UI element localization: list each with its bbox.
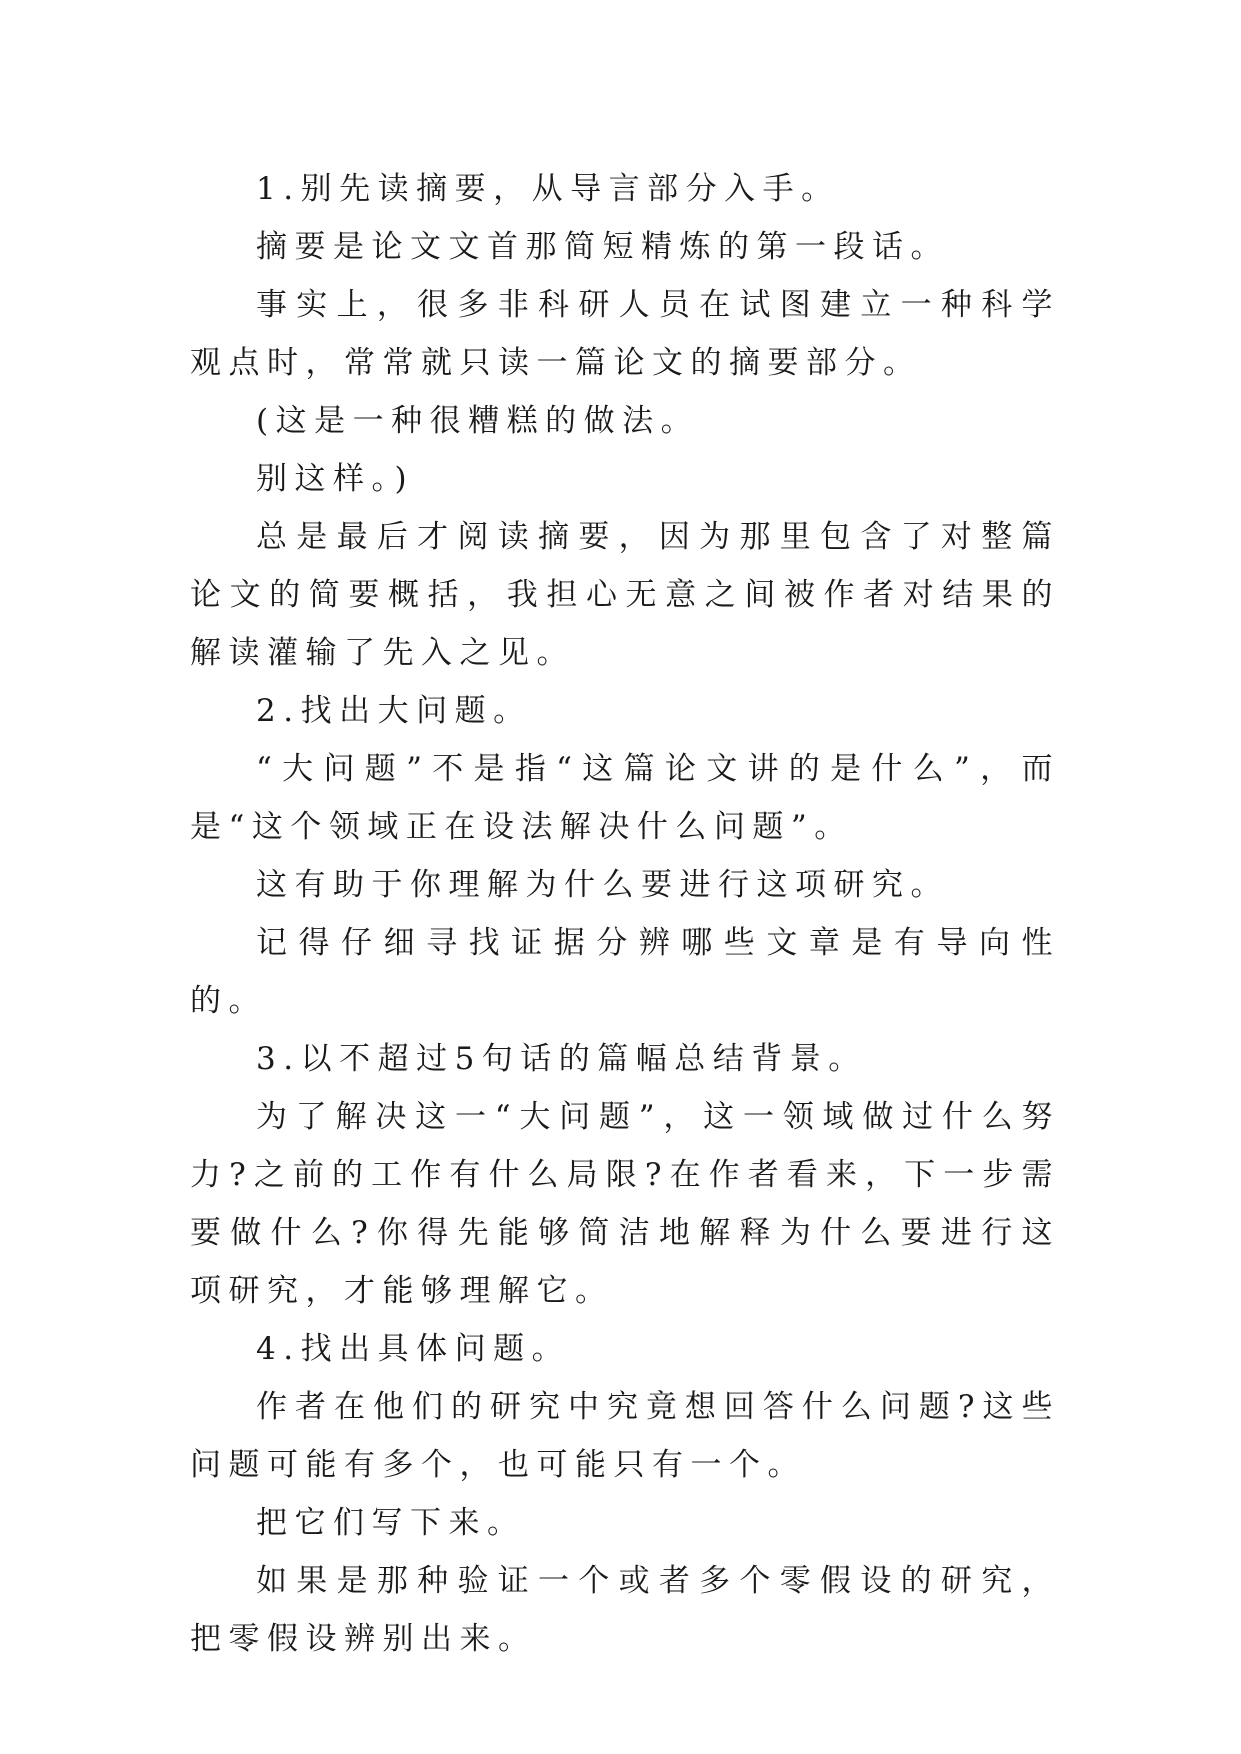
paragraph-7: 2.找出大问题。 (256, 693, 532, 729)
paragraph-8: “大问题”不是指“这篇论文讲的是什么”，而是“这个领域正在设法解决什么问题”。 (190, 751, 1060, 845)
paragraph-6: 总是最后才阅读摘要，因为那里包含了对整篇论文的简要概括，我担心无意之间被作者对结果的解读灌输了先入之见。 (190, 519, 1060, 671)
paragraph-11: 3.以不超过5句话的篇幅总结背景。 (256, 1041, 867, 1077)
paragraph-2: 摘要是论文文首那简短精炼的第一段话。 (256, 229, 949, 265)
paragraph-10: 记得仔细寻找证据分辨哪些文章是有导向性的。 (190, 925, 1060, 1019)
paragraph-14: 作者在他们的研究中究竟想回答什么问题?这些问题可能有多个，也可能只有一个。 (190, 1389, 1060, 1483)
document-body (190, 160, 1060, 1668)
paragraph-12: 为了解决这一“大问题”，这一领域做过什么努力?之前的工作有什么局限?在作者看来，下一步需要做什么?你得先能够简洁地解释为什么要进行这项研究，才能够理解它。 (190, 1099, 1060, 1309)
paragraph-9: 这有助于你理解为什么要进行这项研究。 (256, 867, 949, 903)
paragraph-5: 别这样。) (256, 461, 415, 497)
paragraph-3: 事实上，很多非科研人员在试图建立一种科学观点时，常常就只读一篇论文的摘要部分。 (190, 287, 1060, 381)
paragraph-15: 把它们写下来。 (256, 1505, 526, 1541)
paragraph-16: 如果是那种验证一个或者多个零假设的研究，把零假设辨别出来。 (190, 1563, 1060, 1657)
paragraph-13: 4.找出具体问题。 (256, 1331, 571, 1367)
paragraph-1: 1.别先读摘要，从导言部分入手。 (256, 171, 840, 207)
paragraph-4: (这是一种很糟糕的做法。 (256, 403, 700, 439)
